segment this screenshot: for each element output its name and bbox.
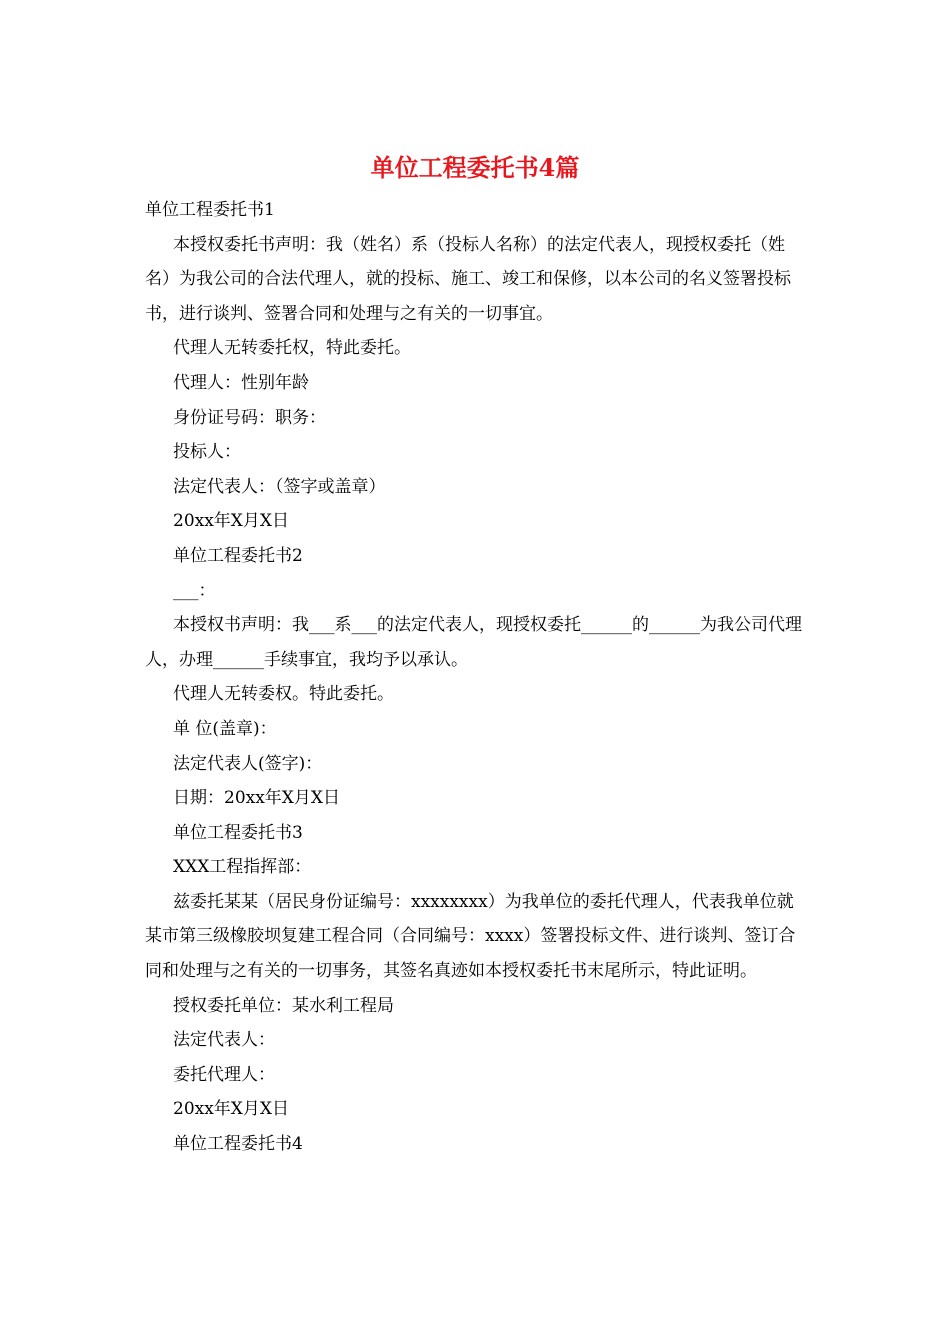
section-heading-1: 单位工程委托书1 [145, 200, 275, 220]
paragraph-no-subdelegation-1: 代理人无转委托权，特此委托。 [173, 338, 411, 359]
paragraph-statement-1: 本授权委托书声明：我（姓名）系（投标人名称）的法定代表人，现授权委托（姓名）为我公司的合法代理人，就的投标、施工、竣工和保修，以本公司的名义签署投标书，进行谈判、签署合同和处理与之有关的一切事宜。 [145, 234, 791, 324]
field-unit-seal-2: 单 位(盖章)： [173, 718, 277, 739]
field-legal-rep-1: 法定代表人：（签字或盖章） [173, 476, 386, 497]
paragraph-no-subdelegation-2: 代理人无转委权。特此委托。 [173, 684, 394, 705]
field-date-3: 20xx年X月X日 [173, 1099, 290, 1120]
field-agent-3: 委托代理人： [173, 1064, 275, 1085]
field-legal-rep-2: 法定代表人(签字)： [173, 753, 323, 774]
document-title: 单位工程委托书4篇 [370, 153, 580, 182]
section-heading-4: 单位工程委托书4 [173, 1134, 303, 1155]
field-id-number-1: 身份证号码：职务： [173, 407, 326, 428]
salutation-3: XXX工程指挥部： [173, 857, 312, 878]
field-date-1: 20xx年X月X日 [173, 511, 290, 532]
field-legal-rep-3: 法定代表人： [173, 1030, 275, 1051]
field-agent-1: 代理人：性别年龄 [173, 372, 309, 393]
section-heading-2: 单位工程委托书2 [173, 545, 303, 566]
paragraph-statement-2: 本授权书声明：我___系___的法定代表人，现授权委托______的______为我公司代理人，办理______手续事宜，我均予以承认。 [145, 615, 802, 670]
salutation-2: ___： [173, 580, 216, 601]
document-body [145, 193, 806, 1162]
field-bidder-1: 投标人： [173, 442, 241, 463]
field-authorizing-unit-3: 授权委托单位：某水利工程局 [173, 995, 394, 1016]
paragraph-statement-3: 兹委托某某（居民身份证编号：xxxxxxxx）为我单位的委托代理人，代表我单位就某市第三级橡胶坝复建工程合同（合同编号：xxxx）签署投标文件、进行谈判、签订合同和处理与之有关的一切事务，其签名真迹如本授权委托书末尾所示，特此证明。 [145, 891, 796, 982]
section-heading-3: 单位工程委托书3 [173, 822, 303, 843]
field-date-2: 日期：20xx年X月X日 [173, 788, 341, 809]
